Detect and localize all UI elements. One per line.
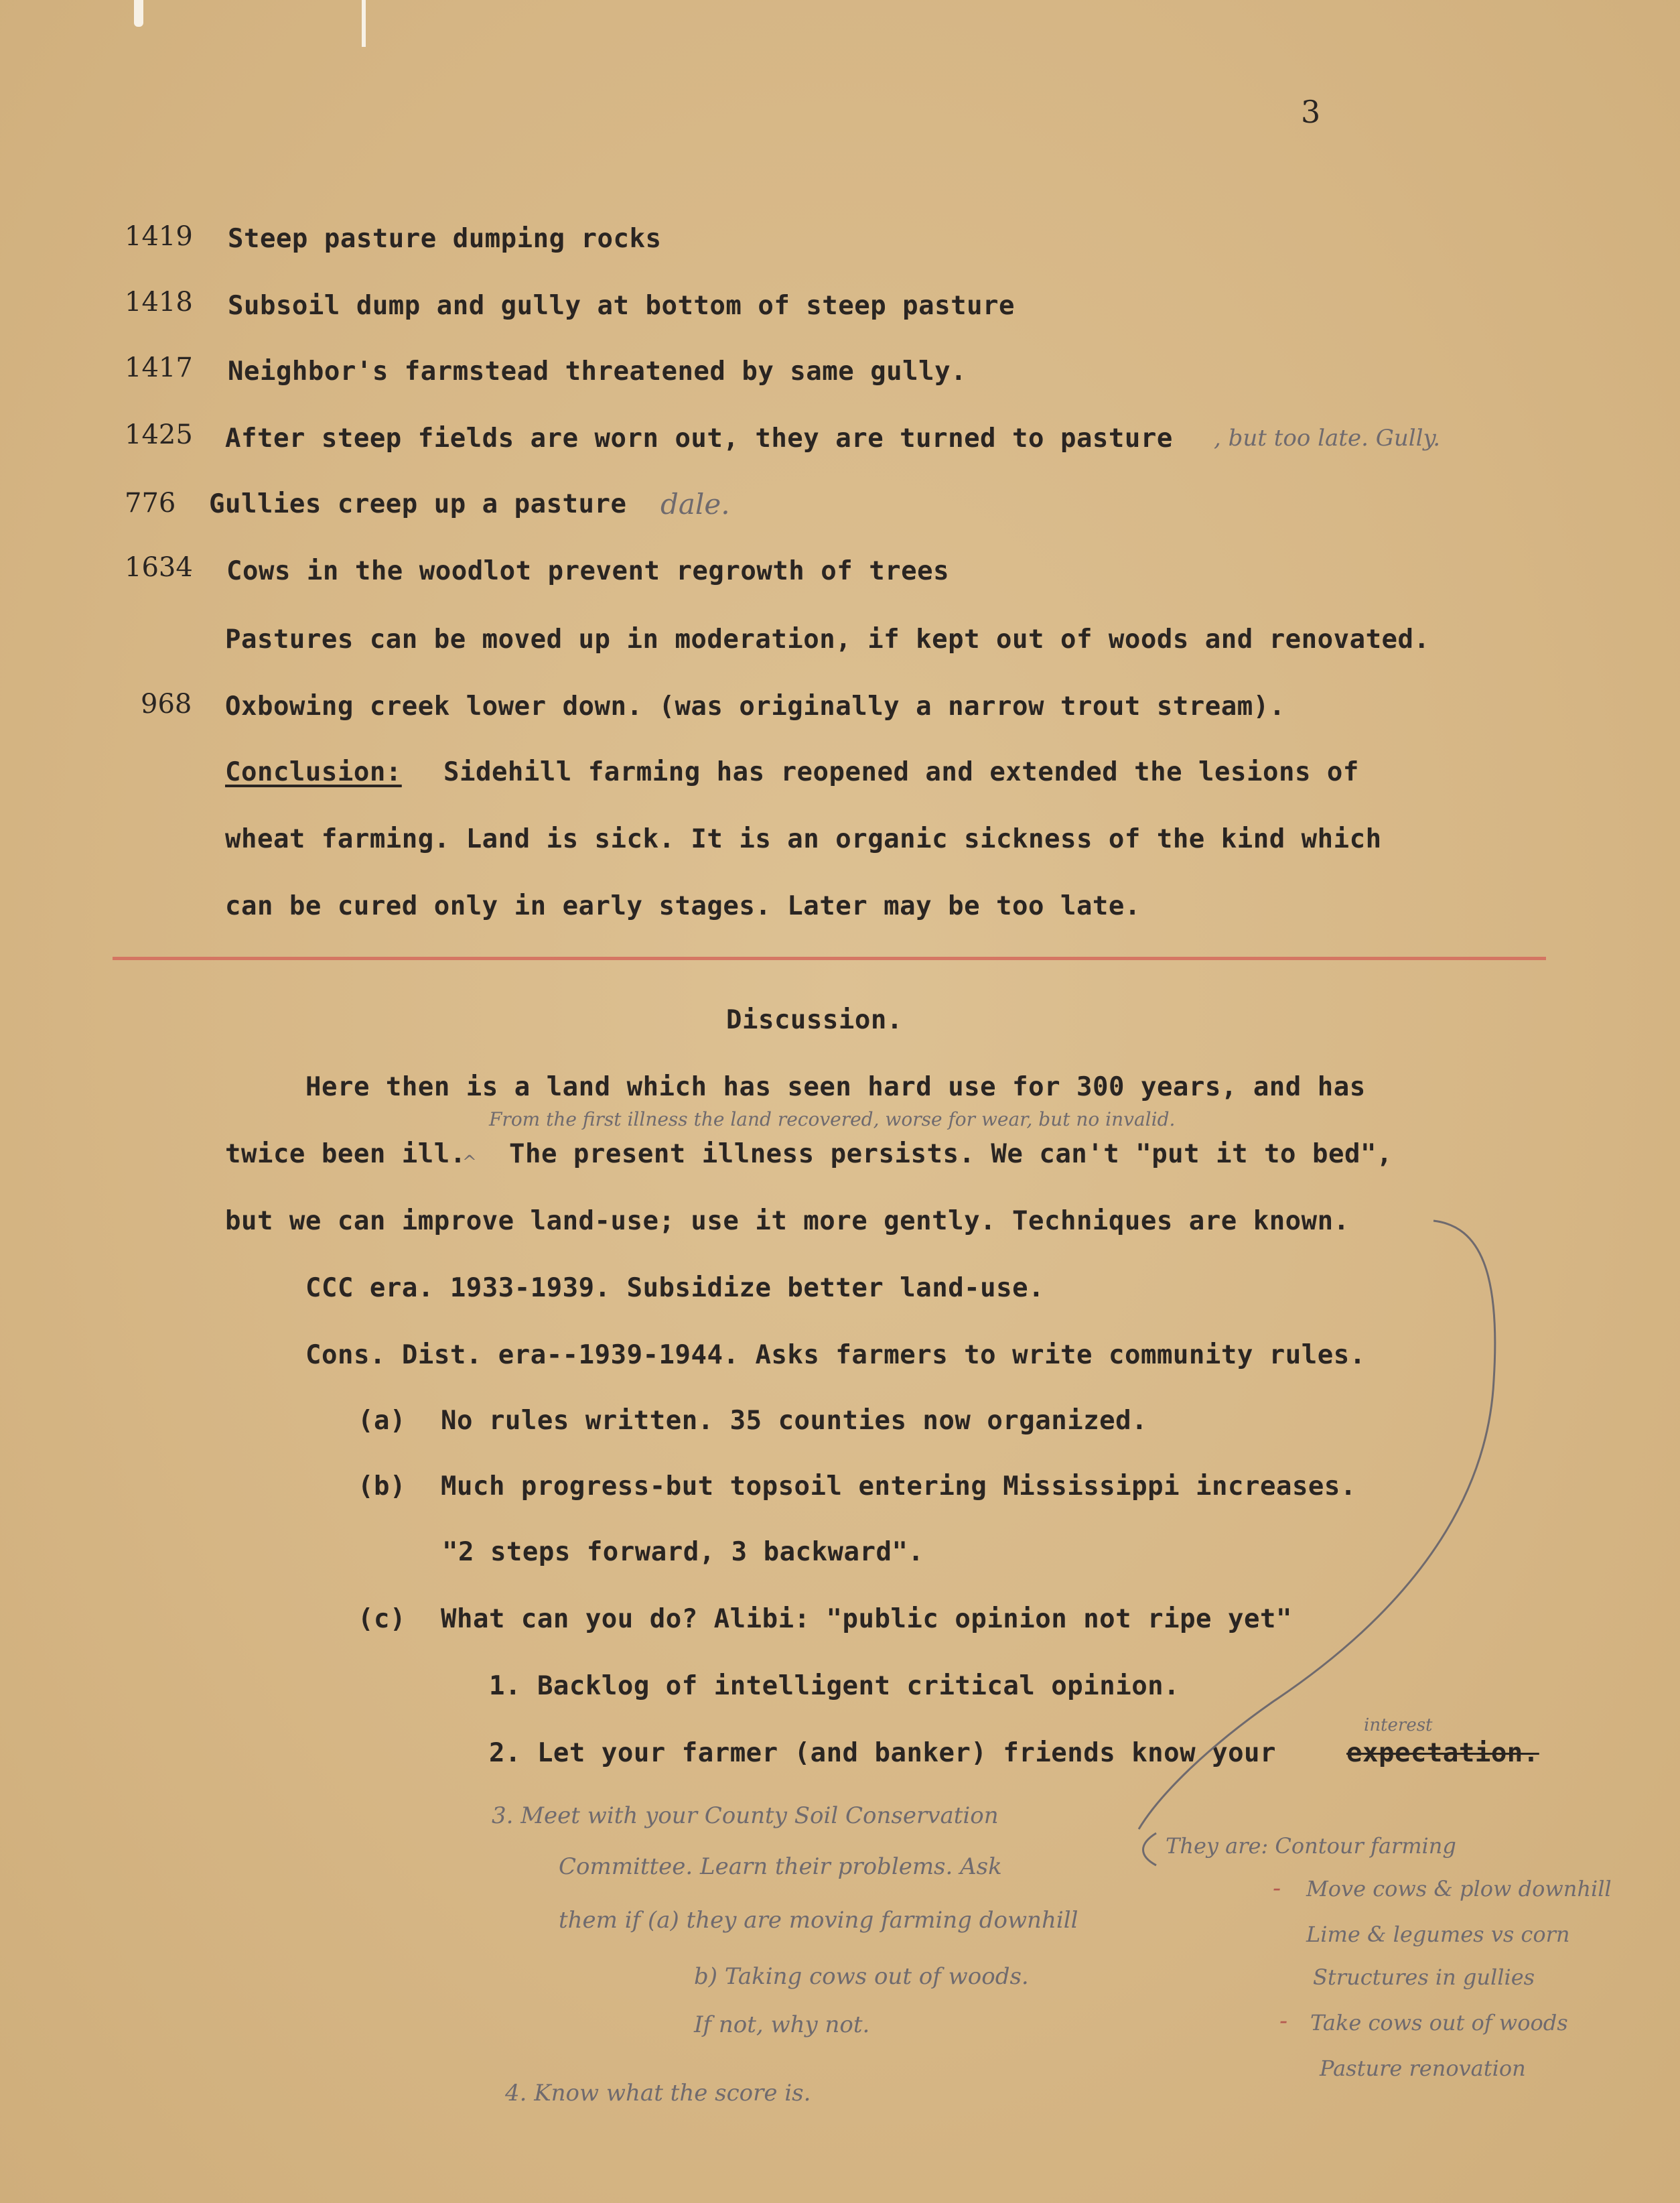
handwritten-techniques-title: They are: Contour farming [1166,1833,1456,1859]
photo-number: 1419 [125,221,193,252]
caption-text: Subsoil dump and gully at bottom of steep pasture [228,291,1016,321]
handwritten-technique: Move cows & plow downhill [1306,1876,1612,1901]
handwritten-item: Committee. Learn their problems. Ask [559,1853,1002,1880]
photo-number: 776 [125,488,176,519]
sub-item: 1. Backlog of intelligent critical opinion. [489,1671,1180,1701]
caption-text: Gullies creep up a pasture [209,489,627,519]
handwritten-insert: interest [1364,1715,1433,1735]
discussion-text: The present illness persists. We can't "put it to bed", [509,1139,1393,1169]
list-text: "2 steps forward, 3 backward". [442,1537,924,1567]
discussion-heading: Discussion. [726,1005,903,1035]
handwritten-technique: Pasture renovation [1320,2056,1526,2081]
list-label: (a) [358,1406,406,1436]
handwritten-technique: Lime & legumes vs corn [1306,1922,1570,1947]
handwritten-item: If not, why not. [694,2011,870,2038]
list-label: (b) [358,1471,406,1501]
handwritten-item: b) Taking cows out of woods. [694,1963,1029,1990]
photo-number: 1417 [125,352,193,383]
list-label: (c) [358,1604,406,1634]
caption-text: Cows in the woodlot prevent regrowth of trees [226,556,950,586]
red-dash: - [1279,2007,1288,2035]
cons-dist-era: Cons. Dist. era--1939-1944. Asks farmers to write community rules. [305,1340,1366,1370]
list-text: What can you do? Alibi: "public opinion not ripe yet" [441,1604,1292,1634]
insert-caret: ^ [462,1152,477,1173]
red-dash: - [1273,1875,1281,1902]
photo-number: 1425 [125,419,193,450]
handwritten-technique: Take cows out of woods [1310,2010,1568,2035]
discussion-text: but we can improve land-use; use it more gently. Techniques are known. [225,1206,1350,1236]
handwritten-insert: From the first illness the land recovered, worse for wear, but no invalid. [489,1108,1176,1130]
struck-word: expectation. [1346,1738,1539,1768]
photo-number: 1418 [125,287,193,318]
handwritten-item: them if (a) they are moving farming downhill [559,1907,1078,1934]
discussion-text: Here then is a land which has seen hard use for 300 years, and has [305,1072,1366,1102]
photo-number: 968 [141,689,192,720]
conclusion-text: can be cured only in early stages. Later may be too late. [225,891,1141,921]
handwritten-item: 4. Know what the score is. [505,2080,811,2107]
caption-text: Oxbowing creek lower down. (was originally a narrow trout stream). [225,691,1285,722]
sub-item: 2. Let your farmer (and banker) friends know your [489,1738,1277,1768]
handwritten-item: 3. Meet with your County Soil Conservation [492,1802,999,1829]
conclusion-label: Conclusion: [225,757,402,787]
handwritten-note: , but too late. Gully. [1214,425,1441,452]
conclusion-text: wheat farming. Land is sick. It is an organic sickness of the kind which [225,824,1382,854]
handwritten-technique: Structures in gullies [1313,1964,1535,1990]
conclusion-text: Sidehill farming has reopened and extended the lesions of [443,757,1359,787]
caption-text: Neighbor's farmstead threatened by same gully. [228,356,967,387]
list-text: Much progress-but topsoil entering Mississippi increases. [441,1471,1356,1501]
discussion-text: twice been ill. [225,1139,466,1169]
handwritten-note: dale. [660,488,730,521]
caption-text: After steep fields are worn out, they are turned to pasture [225,423,1173,454]
list-text: No rules written. 35 counties now organized. [441,1406,1148,1436]
caption-text: Steep pasture dumping rocks [228,224,662,254]
page-number: 3 [1301,94,1321,130]
pastures-note: Pastures can be moved up in moderation, if kept out of woods and renovated. [225,624,1430,655]
ccc-era: CCC era. 1933-1939. Subsidize better land-use. [305,1273,1045,1303]
photo-number: 1634 [125,552,193,583]
